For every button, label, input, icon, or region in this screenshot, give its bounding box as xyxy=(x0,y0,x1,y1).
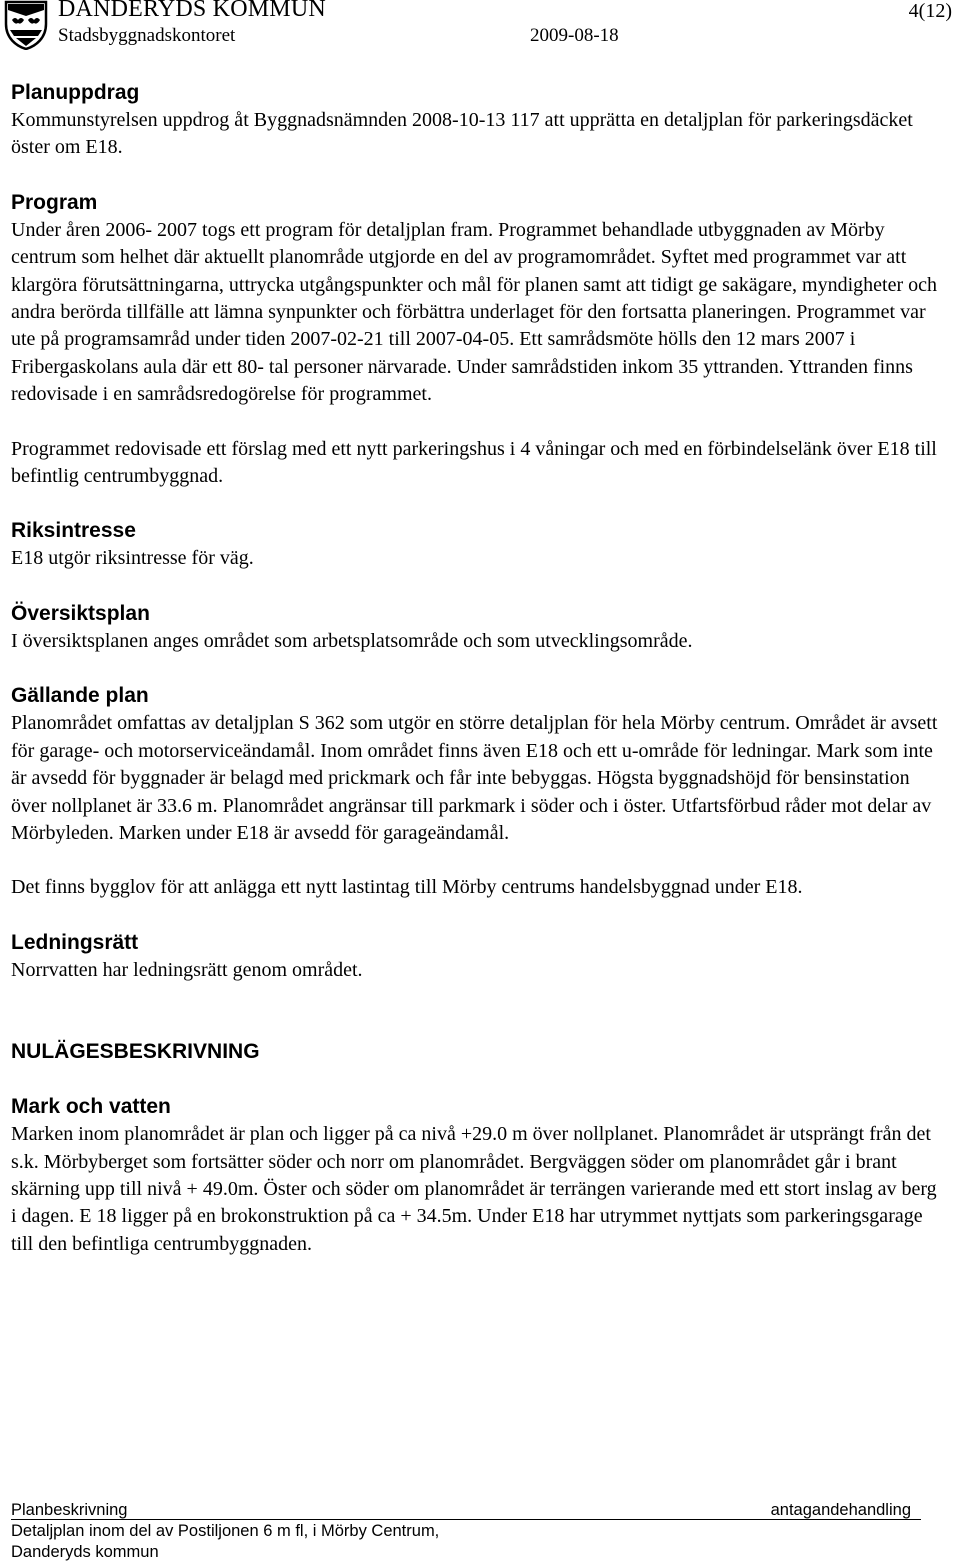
section-riksintresse xyxy=(11,517,941,572)
document-date: 2009-08-18 xyxy=(530,25,619,46)
document-body xyxy=(11,79,941,1258)
organization-name: DANDERYDS KOMMUN xyxy=(58,0,326,22)
heading-oversiktsplan: Översiktsplan xyxy=(11,601,150,625)
footer-status: antagandehandling xyxy=(770,1501,911,1519)
heading-riksintresse: Riksintresse xyxy=(11,519,136,543)
heading-nulagesbeskrivning: NULÄGESBESKRIVNING xyxy=(11,1040,260,1064)
paragraph-riksintresse: E18 utgör riksintresse för väg. xyxy=(11,547,254,570)
section-gallande-plan xyxy=(11,682,941,901)
footer-plan-name: Detaljplan inom del av Postiljonen 6 m fl, i Mörby Centrum, xyxy=(11,1522,440,1540)
section-nulagesbeskrivning xyxy=(11,1038,941,1066)
section-ledningsratt xyxy=(11,929,941,984)
heading-program: Program xyxy=(11,190,98,214)
footer-divider xyxy=(11,1519,921,1520)
department-name: Stadsbyggnadskontoret xyxy=(58,25,236,46)
paragraph-program-1: Under åren 2006- 2007 togs ett program för detaljplan fram. Programmet behandlade utbyggnaden av Mörby centrum som helhet där aktuellt planområde utgjorde en del av programområdet. Syftet med programmet var att klargöra förutsättningarna, uttrycka utgångspunkter och mål för planen samt att tidigt ge sakägare, myndigheter och andra berörda tillfälle att lämna synpunkter och förbättra underlaget för den fortsatta planeringen. Programmet var ute på programsamråd under tiden 2007-02-21 till 2007-04-05. Ett samrådsmöte hölls den 12 mars 2007 i Fribergaskolans aula där ett 80- tal personer närvarade. Under samrådstiden inkom 35 yttranden. Yttranden finns redovisade i en samrådsredogörelse för programmet. xyxy=(11,218,938,406)
paragraph-gallande-plan-2: Det finns bygglov för att anlägga ett nytt lastintag till Mörby centrums handelsbyggnad under E18. xyxy=(11,876,803,899)
paragraph-ledningsratt: Norrvatten har ledningsrätt genom området. xyxy=(11,958,363,981)
heading-gallande-plan: Gällande plan xyxy=(11,684,149,708)
paragraph-program-2: Programmet redovisade ett förslag med ett nytt parkeringshus i 4 våningar och med en förbindelselänk över E18 till befintlig centrumbyggnad. xyxy=(11,437,937,488)
paragraph-oversiktsplan: I översiktsplanen anges området som arbetsplatsområde och som utvecklingsområde. xyxy=(11,629,693,652)
heading-planuppdrag: Planuppdrag xyxy=(11,81,140,104)
heading-mark-och-vatten: Mark och vatten xyxy=(11,1095,171,1119)
section-planuppdrag xyxy=(11,79,941,162)
footer-municipality: Danderyds kommun xyxy=(11,1543,159,1561)
section-mark-och-vatten xyxy=(11,1093,941,1258)
paragraph-planuppdrag: Kommunstyrelsen uppdrog åt Byggnadsnämnden 2008-10-13 117 att upprätta en detaljplan för parkeringsdäcket öster om E18. xyxy=(11,109,913,159)
section-oversiktsplan xyxy=(11,600,941,655)
page-header xyxy=(0,0,960,56)
coat-of-arms-logo xyxy=(4,0,48,50)
heading-ledningsratt: Ledningsrätt xyxy=(11,930,139,954)
page-number: 4(12) xyxy=(908,0,952,22)
footer-document-type: Planbeskrivning xyxy=(11,1501,128,1519)
section-program xyxy=(11,189,941,491)
paragraph-gallande-plan-1: Planområdet omfattas av detaljplan S 362 som utgör en större detaljplan för hela Mörby centrum. Området är avsett för garage- och motorserviceändamål. Inom området finns även E18 och ett u-område för ledningar. Mark som inte är avsedd för byggnader är belagd med prickmark och får inte bebyggas. Högsta byggnadshöjd för bensinstation över nollplanet är 33.6 m. Planområdet angränsar till parkmark i söder och i öster. Utfartsförbud råder mot delar av Mörbyleden. Marken under E18 är avsedd för garageändamål. xyxy=(11,712,938,844)
paragraph-mark-och-vatten: Marken inom planområdet är plan och ligger på ca nivå +29.0 m över nollplanet. Planområdet är utsprängt från det s.k. Mörbyberget som fortsätter söder och norr om planområdet. Bergväggen söder om planområdet går i brant skärning upp till nivå + 49.0m. Öster och söder om planområdet är terrängen varierande med ett stort inslag av berg i dagen. E 18 ligger på en brokonstruktion på ca + 34.5m. Under E18 har utrymmet nyttjats som parkeringsgarage till den befintliga centrumbyggnaden. xyxy=(11,1123,937,1255)
